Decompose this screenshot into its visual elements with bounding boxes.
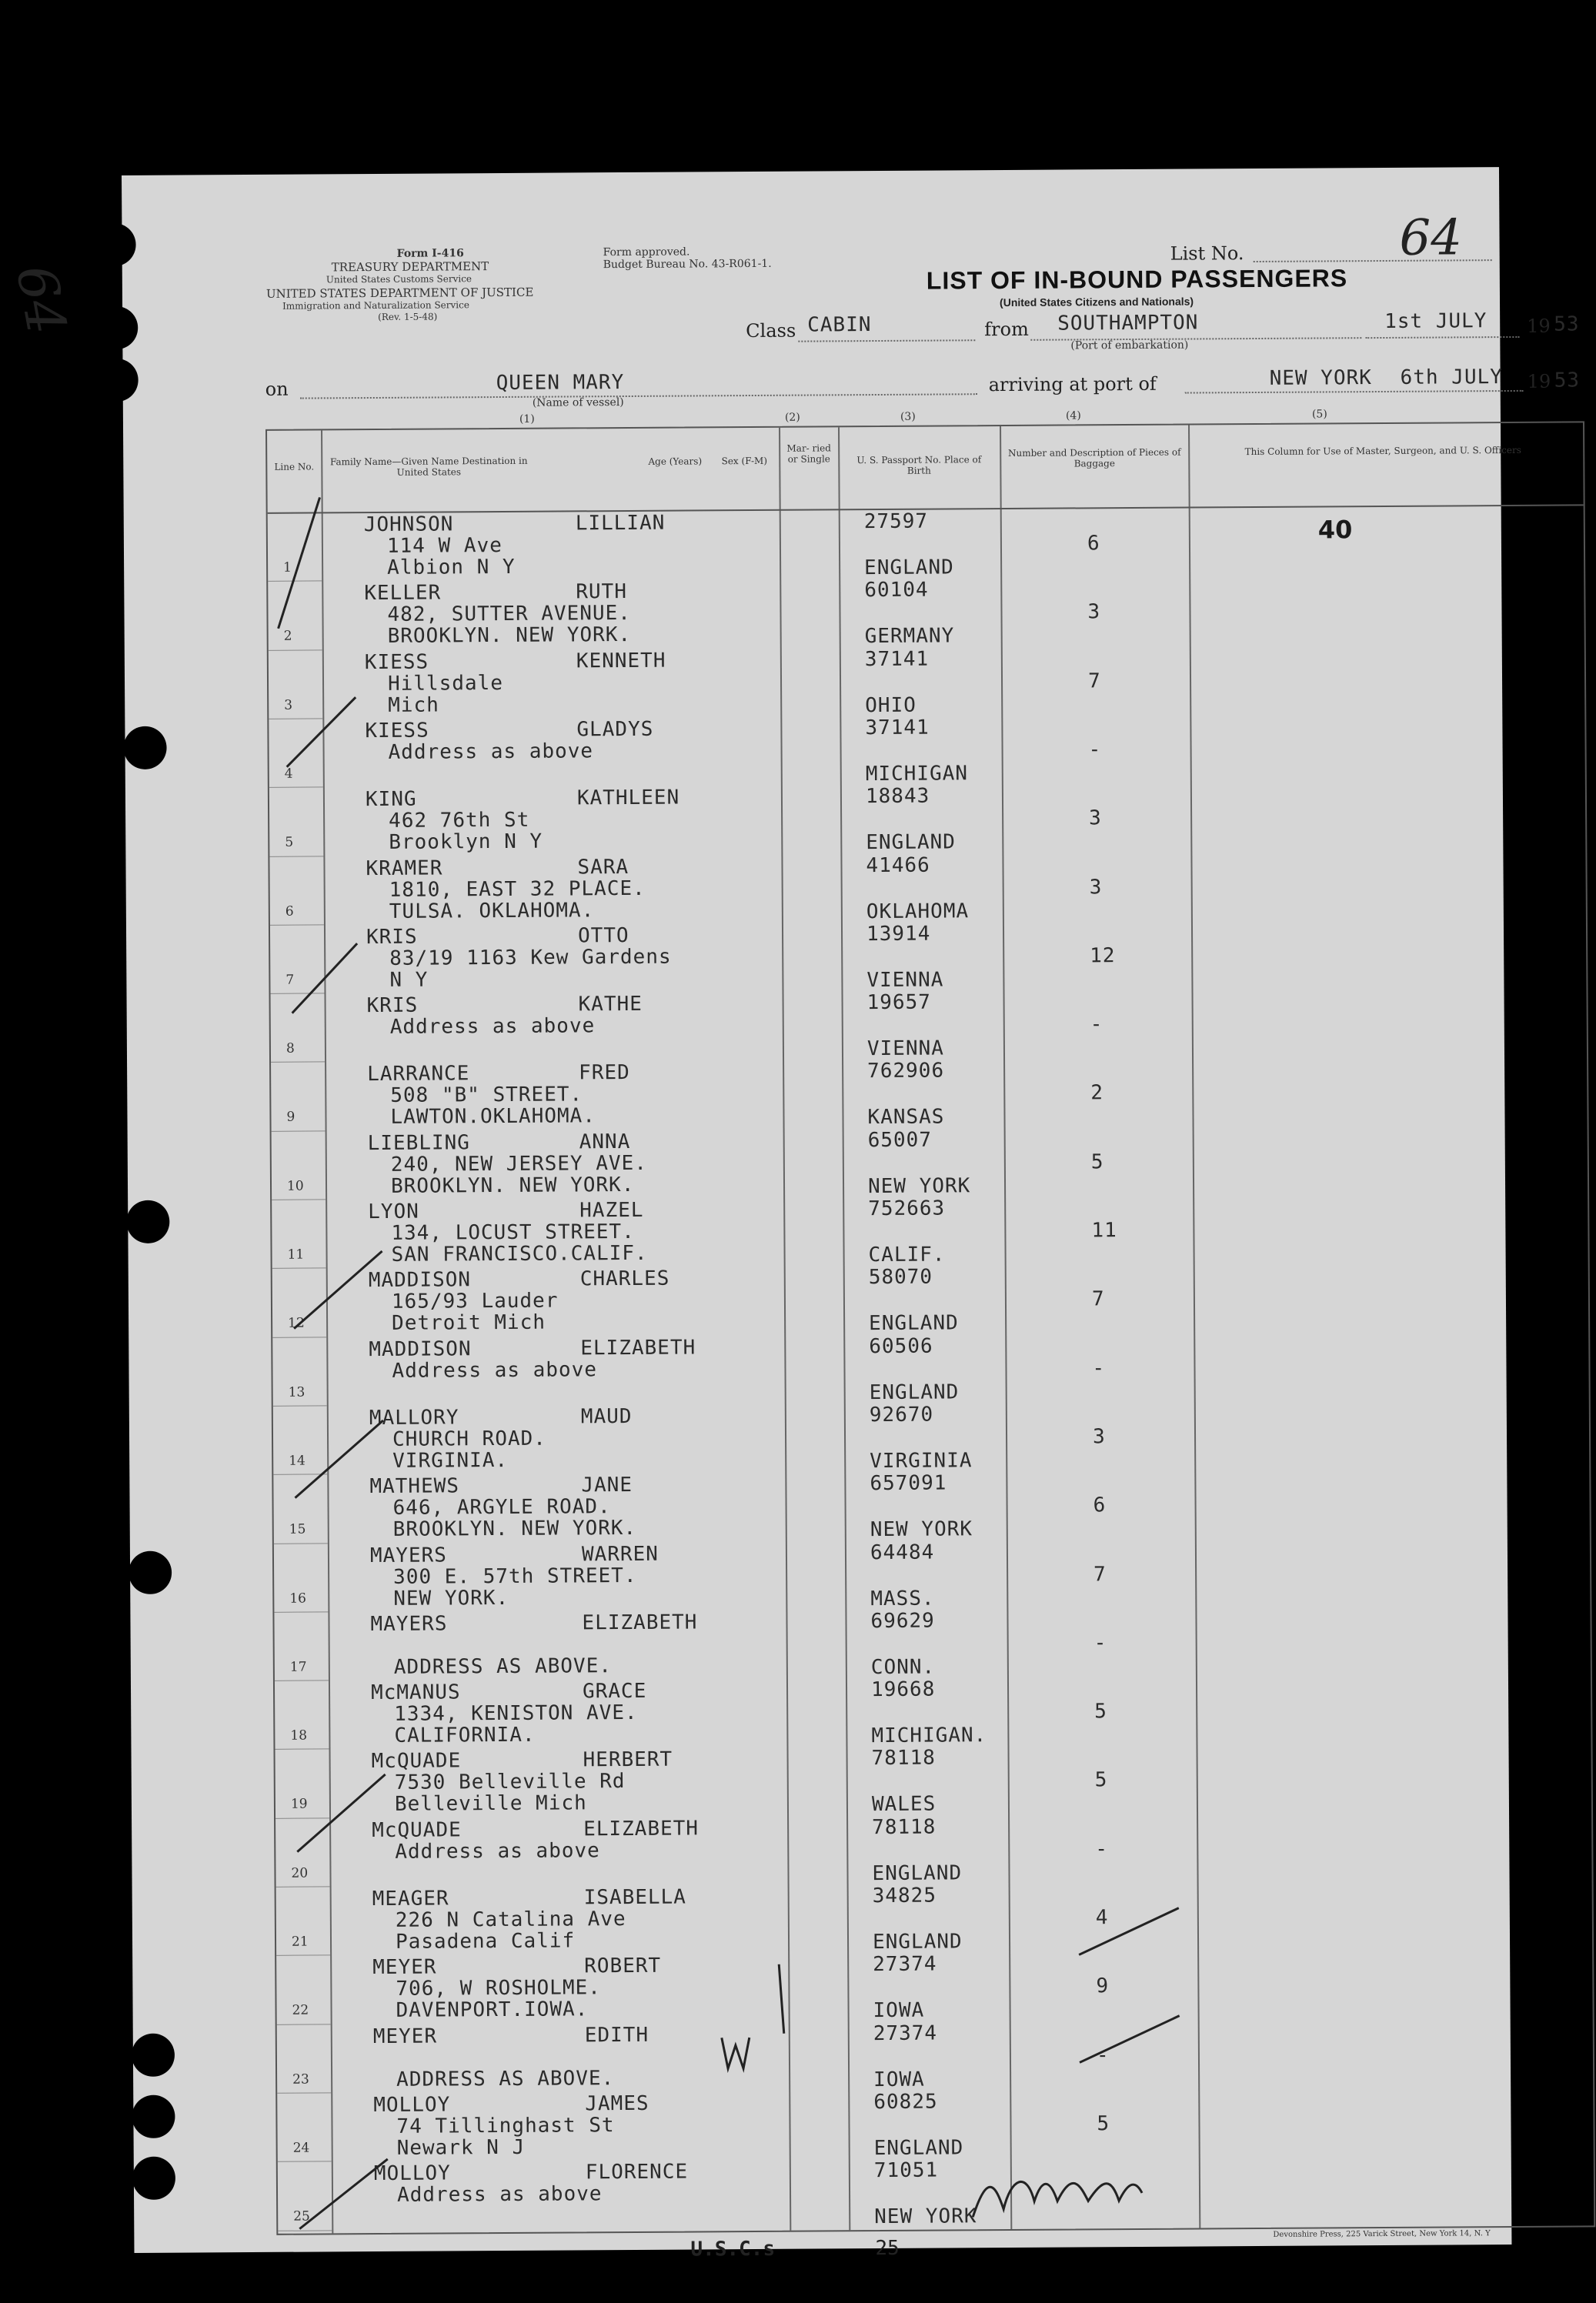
address-line-2: TULSA. OKLAHOMA. (389, 898, 595, 923)
address-line-2: ADDRESS AS ABOVE. (393, 1654, 613, 1679)
given-name: FLORENCE (585, 2160, 689, 2185)
place-of-birth: VIENNA (866, 968, 944, 992)
passport-number: 752663 (868, 1197, 946, 1221)
given-name: OTTO (577, 923, 629, 948)
given-name: KENNETH (576, 649, 666, 673)
baggage-count: 12 (1090, 943, 1116, 968)
header-sex: Sex (F-M) (721, 455, 768, 467)
line-number: 7 (285, 972, 295, 988)
passport-number: 60104 (864, 578, 929, 602)
place-of-birth: ENGLAND (869, 1380, 960, 1404)
family-name: MAYERS (369, 1543, 447, 1567)
given-name: WARREN (581, 1542, 659, 1566)
given-name: ELIZABETH (582, 1610, 698, 1635)
passport-number: 41466 (866, 853, 930, 877)
form-approved: Form approved. (603, 245, 690, 259)
place-of-birth: OKLAHOMA (866, 899, 970, 923)
footer-page-number: 25 (875, 2236, 900, 2261)
place-of-birth: MICHIGAN (865, 762, 969, 786)
line-number: 9 (286, 1110, 295, 1126)
address-line-1: 482, SUTTER AVENUE. (387, 602, 632, 627)
baggage-count: - (1095, 1837, 1109, 1861)
place-of-birth: MASS. (870, 1587, 935, 1610)
passport-number: 69629 (870, 1609, 935, 1633)
family-name: LYON (368, 1200, 419, 1224)
line-number: 19 (290, 1796, 308, 1813)
form-number: Form I-416 (396, 247, 464, 260)
address-line-1: CHURCH ROAD. (392, 1427, 546, 1451)
arrival-year: 53 (1554, 369, 1581, 392)
baggage-count: - (1092, 1356, 1106, 1380)
header-name: Family Name—Given Name Destination in United States (329, 455, 528, 478)
line-number: 24 (292, 2140, 310, 2156)
address-line-2: DAVENPORT.IOWA. (396, 1998, 589, 2023)
family-name: McQUADE (371, 1749, 462, 1774)
address-line-2: Belleville Mich (394, 1791, 587, 1817)
depart-year: 53 (1554, 312, 1580, 336)
document-page (4, 167, 1581, 2261)
line-number: 13 (288, 1384, 306, 1400)
place-of-birth: GERMANY (864, 624, 955, 649)
header-passport: U. S. Passport No. Place of Birth (856, 454, 982, 476)
place-of-birth: MICHIGAN. (871, 1724, 987, 1748)
baggage-count: 11 (1091, 1219, 1117, 1243)
family-name: KING (365, 787, 417, 812)
on-label: on (265, 378, 289, 400)
address-line-1: Address as above (396, 2182, 603, 2208)
given-name: ELIZABETH (580, 1336, 696, 1360)
line-number: 16 (289, 1590, 307, 1607)
address-line-1: 240, NEW JERSEY AVE. (390, 1151, 648, 1177)
line-number: 25 (293, 2208, 310, 2225)
header-officers: This Column for Use of Master, Surgeon, and U. S. Officers (1244, 444, 1521, 458)
passport-number: 58070 (868, 1265, 933, 1290)
column-number: (5) (1311, 408, 1327, 421)
place-of-birth: ENGLAND (873, 2136, 964, 2160)
passport-number: 65007 (867, 1128, 933, 1152)
passport-number: 78118 (871, 1746, 936, 1771)
line-number: 1 (283, 559, 292, 576)
address-line-2: BROOKLYN. NEW YORK. (392, 1517, 637, 1542)
place-of-birth: IOWA (873, 1998, 925, 2023)
passport-number: 64484 (870, 1540, 935, 1564)
address-line-2: Brooklyn N Y (389, 829, 543, 855)
check-mark (1080, 2016, 1180, 2063)
line-number: 5 (285, 834, 294, 850)
arrival-year-prefix: 19 (1527, 370, 1551, 392)
address-line-1: Address as above (388, 739, 594, 764)
family-name: MAYERS (370, 1612, 448, 1636)
given-name: CHARLES (579, 1267, 670, 1291)
place-of-birth: ENGLAND (866, 830, 956, 855)
form-title: LIST OF IN-BOUND PASSENGERS (926, 264, 1348, 295)
justice-department: UNITED STATES DEPARTMENT OF JUSTICE (265, 285, 534, 301)
address-line-1: Address as above (392, 1357, 598, 1383)
place-of-birth: CONN. (870, 1655, 936, 1679)
family-name: MADDISON (368, 1268, 472, 1293)
check-mark (278, 497, 321, 628)
address-line-2: Albion N Y (387, 555, 516, 579)
line-number: 3 (284, 697, 293, 713)
vessel-name: QUEEN MARY (496, 371, 625, 396)
address-line-1: 300 E. 57th STREET. (393, 1564, 637, 1589)
baggage-count: 7 (1091, 1287, 1105, 1311)
class-label: Class (746, 319, 796, 342)
line-number: 17 (289, 1659, 307, 1675)
address-line-1: 134, LOCUST STREET. (391, 1220, 635, 1245)
address-line-2: Mich (388, 693, 439, 717)
address-line-1: 646, ARGYLE ROAD. (392, 1495, 611, 1520)
footer-uscs: U.S.C.s (690, 2237, 776, 2261)
line-number: 11 (287, 1247, 305, 1263)
immigration-service: Immigration and Naturalization Service (282, 299, 469, 312)
family-name: KIESS (365, 719, 429, 743)
officer-count: 40 (1317, 515, 1353, 545)
line-number: 22 (292, 2002, 309, 2018)
address-line-2: Newark N J (396, 2135, 526, 2160)
family-name: LIEBLING (367, 1130, 471, 1155)
place-of-birth: WALES (871, 1792, 937, 1817)
address-line-1: 462 76th St (389, 808, 530, 833)
address-line-1: 74 Tillinghast St (396, 2114, 615, 2138)
passport-number: 19657 (866, 990, 931, 1015)
line-number: 10 (286, 1178, 304, 1194)
place-of-birth: NEW YORK (874, 2205, 977, 2229)
place-of-birth: ENGLAND (869, 1311, 959, 1336)
line-number: 14 (289, 1453, 306, 1469)
customs-service: United States Customs Service (326, 273, 472, 285)
vessel-caption: (Name of vessel) (532, 396, 624, 409)
check-mark (297, 1774, 386, 1852)
baggage-count: 7 (1093, 1562, 1107, 1586)
place-of-birth: VIENNA (866, 1036, 944, 1061)
address-line-1: 114 W Ave (386, 533, 503, 558)
port-caption: (Port of embarkation) (1070, 339, 1189, 352)
address-line-1: Hillsdale (387, 671, 504, 696)
line-number: 20 (291, 1865, 309, 1881)
line-number: 6 (285, 903, 294, 920)
line-number: 18 (290, 1727, 308, 1744)
list-no-value: 64 (1399, 209, 1463, 267)
signature (973, 2181, 1142, 2217)
passport-number: 13914 (866, 922, 931, 946)
given-name: ELIZABETH (583, 1817, 700, 1841)
address-line-2: SAN FRANCISCO.CALIF. (391, 1241, 648, 1267)
line-number: 23 (292, 2071, 309, 2088)
column-number: (2) (784, 411, 800, 424)
place-of-birth: ENGLAND (872, 1861, 963, 1885)
place-of-birth: VIRGINIA (870, 1449, 973, 1473)
baggage-count: 6 (1087, 532, 1100, 556)
place-of-birth: ENGLAND (872, 1930, 963, 1954)
family-name: KRAMER (366, 856, 443, 880)
passport-number: 60825 (873, 2090, 938, 2114)
baggage-count: - (1096, 2043, 1110, 2067)
family-name: KRIS (366, 993, 419, 1018)
baggage-count: 5 (1094, 1768, 1108, 1792)
from-label: from (984, 318, 1029, 341)
passport-number: 60506 (869, 1334, 933, 1358)
passport-number: 78118 (872, 1815, 937, 1839)
family-name: MATHEWS (369, 1474, 460, 1499)
place-of-birth: ENGLAND (864, 556, 954, 580)
check-mark (299, 2159, 389, 2229)
address-line-1: 706, W ROSHOLME. (396, 1976, 601, 2001)
address-line-1: 83/19 1163 Kew Gardens (389, 945, 672, 970)
address-line-2: ADDRESS AS ABOVE. (396, 2066, 615, 2091)
line-number: 2 (283, 628, 292, 645)
address-line-2: Detroit Mich (392, 1310, 546, 1336)
line-number: 21 (291, 1934, 309, 1950)
header-married: Mar- ried or Single (786, 442, 831, 465)
given-name: ISABELLA (583, 1885, 687, 1910)
baggage-count: 7 (1087, 669, 1101, 693)
family-name: JOHNSON (363, 512, 454, 537)
passport-number: 19668 (870, 1677, 936, 1702)
form-subtitle: (United States Citizens and Nationals) (999, 295, 1194, 309)
given-name: JAMES (585, 2091, 649, 2116)
family-name: KRIS (366, 925, 418, 949)
given-name: SARA (577, 855, 629, 879)
header-baggage: Number and Description of Pieces of Baggage (1007, 446, 1181, 469)
given-name: HAZEL (579, 1198, 644, 1223)
given-name: ROBERT (584, 1954, 662, 1978)
family-name: KIESS (364, 650, 429, 674)
handwritten-marks (122, 167, 1511, 2253)
baggage-count: 3 (1087, 600, 1101, 624)
passport-number: 27374 (873, 2021, 938, 2045)
line-number: 8 (285, 1040, 295, 1056)
baggage-count: 3 (1092, 1425, 1106, 1449)
place-of-birth: CALIF. (868, 1243, 946, 1267)
given-name: RUTH (576, 580, 628, 604)
baggage-count: 3 (1089, 875, 1103, 899)
given-name: EDITH (584, 2023, 649, 2047)
address-line-1: 165/93 Lauder (391, 1289, 559, 1314)
family-name: McQUADE (372, 1818, 462, 1842)
place-of-birth: KANSAS (867, 1105, 945, 1130)
given-name: GLADYS (576, 717, 654, 742)
address-line-1: 7530 Belleville Rd (394, 1770, 626, 1795)
place-of-birth: OHIO (865, 693, 917, 717)
given-name: LILLIAN (575, 511, 666, 536)
address-line-2: NEW YORK. (393, 1586, 509, 1610)
address-line-1: 1334, KENISTON AVE. (394, 1701, 638, 1726)
family-name: MOLLOY (373, 2093, 451, 2117)
family-name: MALLORY (369, 1406, 459, 1430)
given-name: KATHE (578, 992, 643, 1016)
family-name: MEYER (372, 1955, 437, 1980)
form-revision: (Rev. 1-5-48) (378, 311, 438, 322)
passport-number: 27597 (863, 509, 929, 534)
footer-printer: Devonshire Press, 225 Varick Street, New York 14, N. Y (1273, 2229, 1491, 2239)
address-line-2: CALIFORNIA. (394, 1723, 536, 1747)
class-value: CABIN (807, 313, 872, 337)
family-name: MEYER (372, 2024, 438, 2048)
line-number: 4 (284, 766, 293, 782)
address-line-2: LAWTON.OKLAHOMA. (390, 1104, 596, 1130)
baggage-count: - (1088, 738, 1102, 762)
passport-number: 18843 (865, 784, 930, 809)
check-mark (292, 943, 358, 1013)
passport-number: 34825 (872, 1884, 937, 1908)
given-name: GRACE (582, 1679, 647, 1704)
given-name: HERBERT (583, 1748, 673, 1772)
baggage-count: 5 (1094, 1700, 1107, 1724)
margin-handwritten-number: 64 (4, 260, 78, 339)
baggage-count: 3 (1089, 806, 1102, 830)
arriving-label: arriving at port of (988, 372, 1157, 396)
baggage-count: - (1090, 1013, 1104, 1036)
passport-number: 37141 (865, 716, 930, 740)
family-name: MADDISON (369, 1337, 472, 1361)
given-name: MAUD (580, 1404, 633, 1429)
baggage-count: 5 (1090, 1150, 1104, 1174)
column-number: (3) (900, 410, 916, 423)
list-no-label: List No. (1170, 242, 1244, 265)
baggage-count: 9 (1096, 1974, 1110, 1998)
place-of-birth: NEW YORK (870, 1517, 973, 1542)
address-line-2: VIRGINIA. (392, 1448, 509, 1473)
baggage-count: 4 (1095, 1906, 1109, 1930)
given-name: JANE (581, 1474, 633, 1497)
header-age: Age (Years) (648, 456, 703, 467)
address-line-1: Address as above (389, 1014, 596, 1039)
depart-date: 1st JULY (1384, 309, 1487, 333)
passport-number: 71051 (873, 2158, 939, 2183)
passport-number: 37141 (864, 647, 930, 671)
address-line-2: N Y (389, 968, 429, 992)
place-of-birth: IOWA (873, 2068, 925, 2091)
baggage-count: 5 (1097, 2112, 1110, 2136)
given-name: KATHLEEN (576, 786, 680, 810)
address-line-1: 508 "B" STREET. (390, 1083, 583, 1108)
passport-number: 657091 (870, 1471, 947, 1496)
check-mark (286, 697, 356, 767)
line-number: 15 (289, 1521, 306, 1537)
address-line-2: BROOKLYN. NEW YORK. (390, 1173, 635, 1198)
passport-number: 27374 (873, 1952, 937, 1977)
family-name: MOLLOY (373, 2161, 451, 2186)
header-line-no: Line No. (274, 461, 315, 472)
handwritten-w (721, 1964, 784, 2068)
check-mark (1079, 1908, 1179, 1955)
depart-year-prefix: 19 (1527, 315, 1551, 337)
baggage-count: 2 (1090, 1081, 1104, 1105)
given-name: FRED (579, 1061, 630, 1085)
family-name: KELLER (364, 581, 442, 606)
family-name: McMANUS (370, 1681, 461, 1705)
column-number: (1) (519, 412, 535, 426)
address-line-2: BROOKLYN. NEW YORK. (387, 623, 632, 649)
place-of-birth: NEW YORK (867, 1173, 971, 1198)
passport-number: 92670 (869, 1403, 934, 1427)
column-number: (4) (1065, 409, 1081, 422)
passport-number: 762906 (867, 1059, 945, 1083)
address-line-1: 1810, EAST 32 PLACE. (389, 876, 646, 902)
address-line-1: Address as above (395, 1838, 600, 1864)
baggage-count: - (1093, 1631, 1107, 1655)
address-line-1: 226 N Catalina Ave (395, 1907, 626, 1932)
family-name: LARRANCE (367, 1062, 470, 1086)
given-name: ANNA (579, 1130, 631, 1154)
arrival-date: 6th JULY (1400, 365, 1503, 389)
budget-bureau: Budget Bureau No. 43-R061-1. (603, 257, 772, 272)
check-mark (295, 1420, 384, 1498)
treasury-department: TREASURY DEPARTMENT (331, 259, 489, 275)
baggage-count: 6 (1093, 1494, 1107, 1517)
arrival-port: NEW YORK (1269, 366, 1372, 390)
address-line-2: Pasadena Calif (395, 1929, 576, 1954)
check-mark (294, 1251, 383, 1329)
family-name: MEAGER (372, 1887, 449, 1911)
from-value: SOUTHAMPTON (1057, 311, 1199, 335)
line-number: 12 (288, 1315, 305, 1332)
